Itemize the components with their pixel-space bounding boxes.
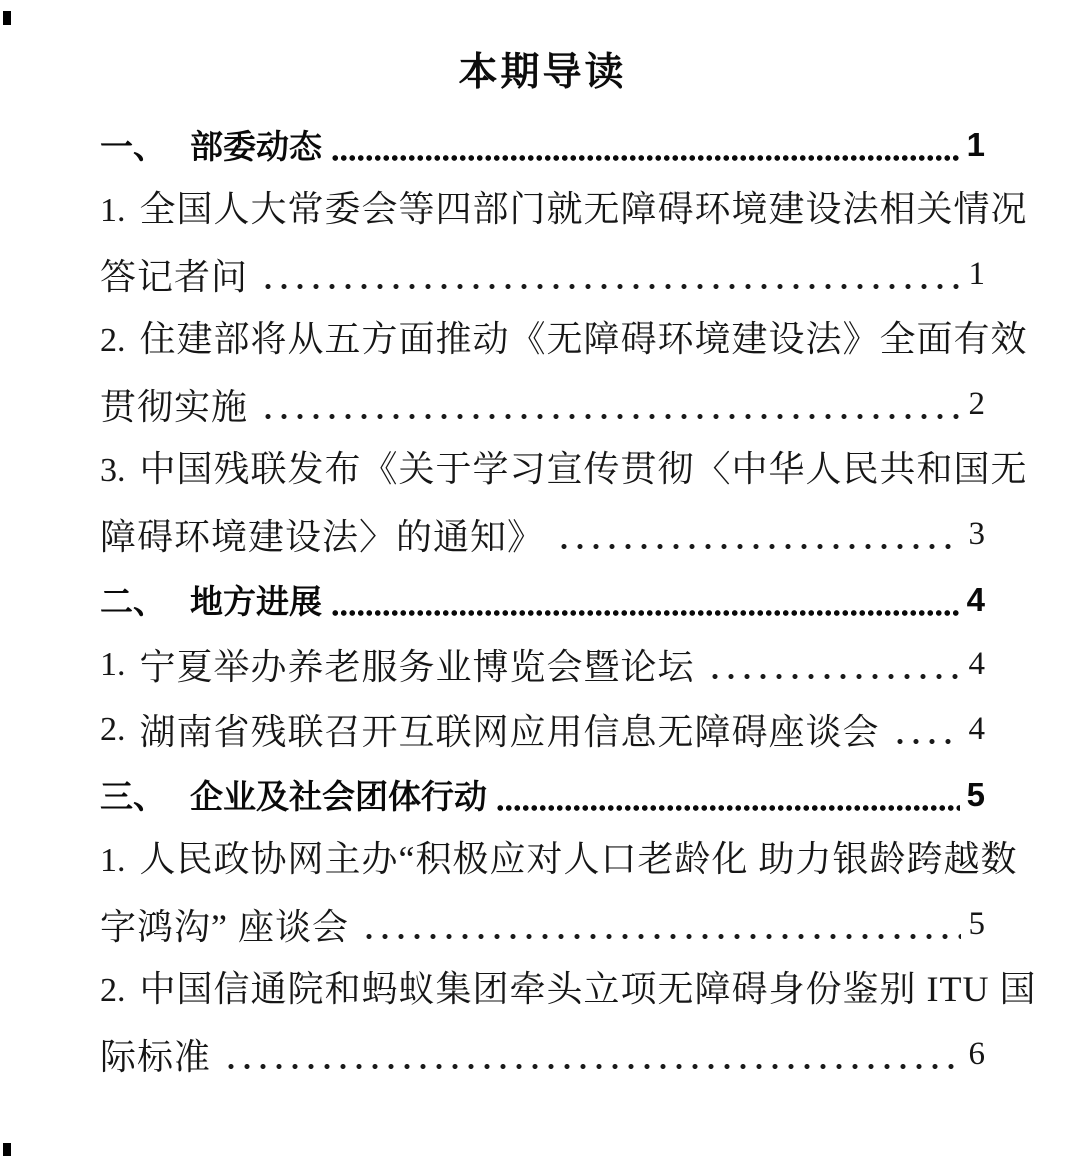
dot-leader	[223, 1022, 960, 1087]
toc-item-row	[100, 697, 985, 762]
section-number: 三、	[100, 778, 166, 815]
item-number: 2.	[100, 322, 126, 359]
item-text: 中国信通院和蚂蚁集团牵头立项无障碍身份鉴别 ITU 国	[139, 969, 1037, 1009]
toc-item-row	[100, 632, 985, 697]
page-number: 5	[966, 775, 985, 813]
toc-item-row	[100, 372, 985, 437]
toc-section-row	[100, 567, 985, 632]
page-number: 4	[968, 711, 985, 747]
toc-item-row	[100, 892, 985, 957]
section-number: 一、	[100, 128, 166, 165]
page-title: 本期导读	[458, 51, 627, 94]
scan-artifact-bottom-left	[3, 1143, 11, 1156]
dot-leader	[496, 762, 960, 827]
toc-item-row	[100, 177, 1028, 242]
toc-item-row	[100, 502, 985, 567]
item-text: 宁夏举办养老服务业博览会暨论坛	[139, 647, 695, 687]
dot-leader	[260, 372, 960, 437]
toc-item-row	[100, 827, 1018, 892]
item-text: 住建部将从五方面推动《无障碍环境建设法》全面有效	[139, 319, 1028, 359]
item-number: 3.	[100, 452, 126, 489]
toc-item-row	[100, 437, 1028, 502]
toc-section-row	[100, 762, 985, 827]
item-text: 贯彻实施	[100, 387, 249, 427]
table-of-contents	[100, 112, 1037, 1087]
section-title: 部委动态	[190, 128, 322, 165]
item-text: 湖南省残联召开互联网应用信息无障碍座谈会	[139, 712, 880, 752]
page-number: 3	[968, 516, 985, 552]
dot-leader	[260, 242, 960, 307]
dot-leader	[361, 892, 961, 957]
item-text: 全国人大常委会等四部门就无障碍环境建设法相关情况	[139, 189, 1028, 229]
toc-item-row	[100, 1022, 985, 1087]
section-number: 二、	[100, 583, 166, 620]
page-number: 1	[968, 256, 985, 292]
dot-leader	[892, 697, 961, 762]
page-number: 4	[968, 646, 985, 682]
item-number: 1.	[100, 645, 126, 683]
item-text: 中国残联发布《关于学习宣传贯彻〈中华人民共和国无	[139, 449, 1028, 489]
toc-item-row	[100, 307, 1028, 372]
toc-item-row	[100, 242, 985, 307]
toc-item-row	[100, 957, 1037, 1022]
dot-leader	[331, 567, 960, 632]
section-title: 地方进展	[190, 583, 322, 620]
page-number: 1	[966, 125, 985, 163]
item-text: 障碍环境建设法〉的通知》	[100, 517, 545, 557]
toc-section-row	[100, 112, 985, 177]
scan-artifact-top-left	[3, 11, 11, 25]
item-text: 答记者问	[100, 257, 249, 297]
dot-leader	[556, 502, 960, 567]
dot-leader	[707, 632, 961, 697]
page-number: 2	[968, 386, 985, 422]
page-number: 4	[966, 580, 985, 618]
item-text: 际标准	[100, 1037, 212, 1077]
item-text: 人民政协网主办“积极应对人口老龄化 助力银龄跨越数	[139, 839, 1018, 879]
item-text: 字鸿沟” 座谈会	[100, 907, 349, 947]
item-number: 2.	[100, 972, 126, 1009]
item-number: 1.	[100, 192, 126, 229]
item-number: 1.	[100, 842, 126, 879]
page-number: 6	[968, 1036, 985, 1072]
section-title: 企业及社会团体行动	[190, 778, 487, 815]
dot-leader	[331, 112, 960, 177]
item-number: 2.	[100, 710, 126, 748]
page-number: 5	[968, 906, 985, 942]
